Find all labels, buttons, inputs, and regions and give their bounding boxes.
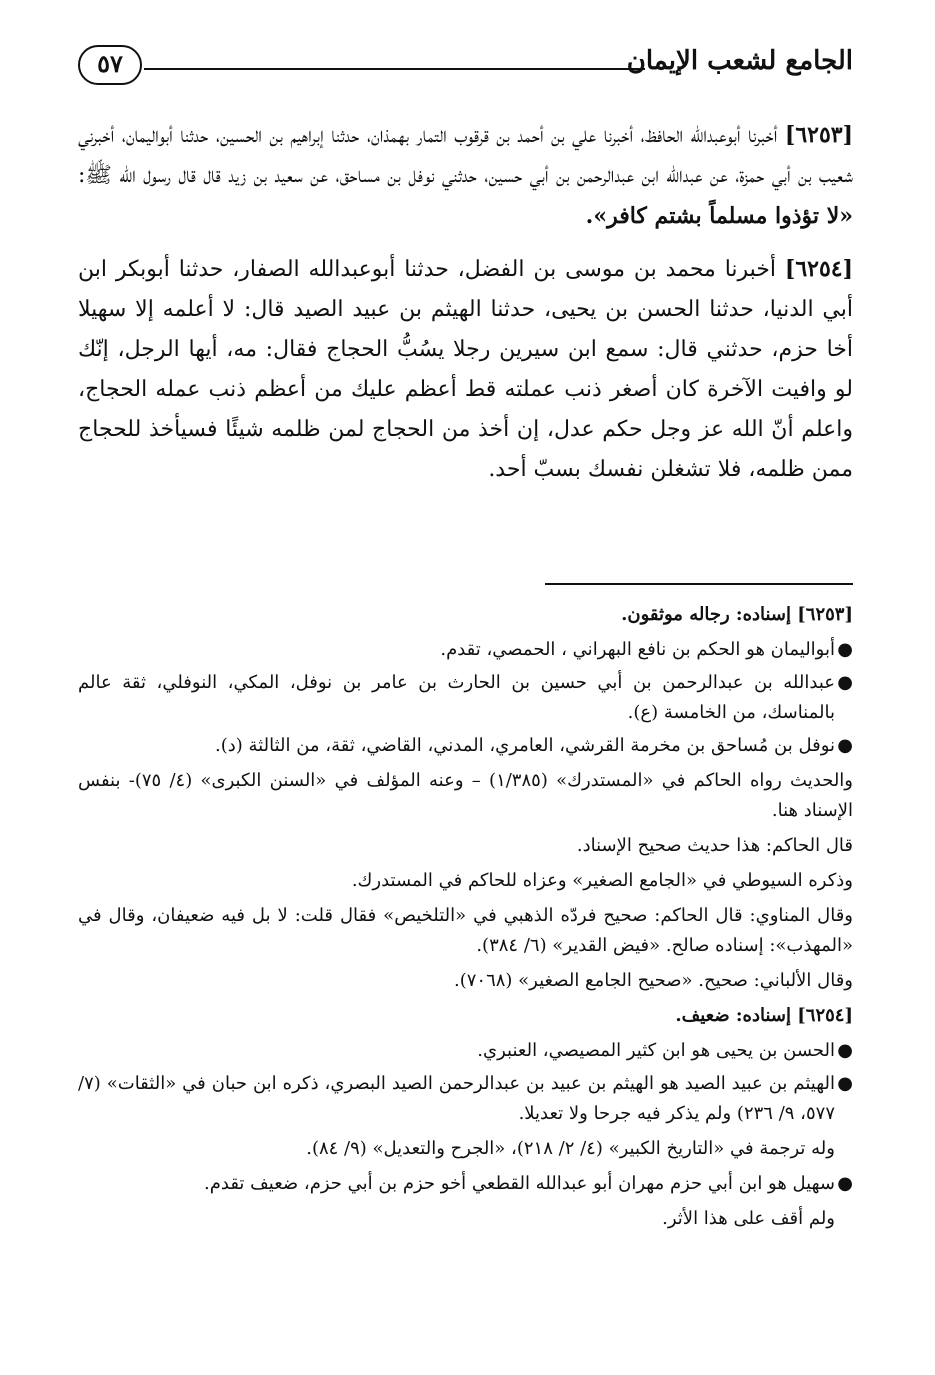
entry-number: [٦٢٥٤] xyxy=(784,256,853,282)
note-line: وقال المناوي: قال الحاكم: صحيح فردّه الذهبي في «التلخيص» فقال قلت: لا بل فيه ضعيفان، وقال في «المهذب»: إسناده صالح. «فيض القدير» (٦/ ٣٨٤). xyxy=(78,905,853,956)
running-title: الجامع لشعب الإيمان xyxy=(626,46,853,76)
list-item: ● نوفل بن مُساحق بن مخرمة القرشي، العامري، المدني، القاضي، ثقة، من الثالثة (د). xyxy=(78,731,853,761)
note-heading-6253: [٦٢٥٣] إسناده: رجاله موثقون. xyxy=(621,604,853,625)
header-rule xyxy=(144,68,645,70)
entry-text: أخبرنا أبوعبدالله الحافظ، أخبرنا علي بن أحمد بن قرقوب التمار بهمذان، حدثنا إبراهيم بن الحسين، حدثنا أبواليمان، أخبرني شعيب بن أبي حمزة، عن عبدالله ابن عبدالرحمن بن أبي حسين، حدثني نوفل بن مساحق، عن سعيد بن زيد قال قال رسول الله ﷺ: xyxy=(78,123,853,188)
bullet-icon: ● xyxy=(837,672,853,693)
note-line: وقال الألباني: صحيح. «صحيح الجامع الصغير» (٧٠٦٨). xyxy=(454,970,853,991)
note-line: وذكره السيوطي في «الجامع الصغير» وعزاه للحاكم في المستدرك. xyxy=(351,870,853,891)
note-list-6253 xyxy=(78,635,853,761)
footnote-separator xyxy=(545,583,853,585)
list-item: ● الحسن بن يحيى هو ابن كثير المصيصي، العنبري. xyxy=(78,1036,853,1066)
list-item: ● سهيل هو ابن أبي حزم مهران أبو عبدالله القطعي أخو حزم بن أبي حزم، ضعيف تقدم. xyxy=(78,1169,853,1199)
entry-text: أخبرنا محمد بن موسى بن الفضل، حدثنا أبوعبدالله الصفار، حدثنا أبوبكر ابن أبي الدنيا، حدثنا الحسن بن يحيى، حدثنا الهيثم بن عبيد الصيد قال: لا أعلمه إلا سهيلا أخا حزم، حدثني قال: سمع ابن سيرين رجلا يسُبُّ الحجاج فقال: مه، أيها الرجل، إنّك لو وافيت الآخرة كان أصغر ذنب عملته قط أعظم عليك من أعظم ذنب عمله الحجاج، واعلم أنّ الله عز وجل حكم عدل، إن أخذ من الحجاج لمن ظلمه شيئًا فسيأخذ للحجاج ممن ظلمه، فلا تشغلن نفسك بسبّ أحد. xyxy=(78,257,853,482)
page-header xyxy=(78,42,853,94)
list-item: ● الهيثم بن عبيد الصيد هو الهيثم بن عبيد بن عبدالرحمن الصيد البصري، ذكره ابن حبان في «الثقات» (٧/ ٥٧٧، ٩/ ٢٣٦) ولم يذكر فيه جرحا ولا تعديلا. xyxy=(78,1069,853,1129)
bullet-icon: ● xyxy=(837,735,853,756)
note-line: قال الحاكم: هذا حديث صحيح الإسناد. xyxy=(576,835,853,856)
footnotes xyxy=(78,600,853,1239)
note-heading-6254: [٦٢٥٤] إسناده: ضعيف. xyxy=(675,1005,853,1026)
note-line: ولم أقف على هذا الأثر. xyxy=(662,1208,835,1229)
list-item: ● أبواليمان هو الحكم بن نافع البهراني ، الحمصي، تقدم. xyxy=(78,635,853,665)
note-list-6254-cont xyxy=(78,1169,853,1199)
main-text xyxy=(78,115,853,502)
bullet-icon: ● xyxy=(837,1040,853,1061)
hadith-text: «لا تؤذوا مسلماً بشتم كافر». xyxy=(585,203,853,229)
note-list-6254 xyxy=(78,1036,853,1129)
hadith-entry-6254 xyxy=(78,249,853,490)
bullet-icon: ● xyxy=(837,1073,853,1094)
page-number: ٥٧ xyxy=(78,45,142,85)
bullet-icon: ● xyxy=(837,1173,853,1194)
bullet-icon: ● xyxy=(837,639,853,660)
hadith-entry-6253 xyxy=(78,115,853,237)
list-item: ● عبدالله بن عبدالرحمن بن أبي حسين بن الحارث بن عامر بن نوفل، المكي، النوفلي، ثقة عالم بالمناسك، من الخامسة (ع). xyxy=(78,668,853,728)
entry-number: [٦٢٥٣] xyxy=(784,122,853,148)
note-line: والحديث رواه الحاكم في «المستدرك» (١/٣٨٥) – وعنه المؤلف في «السنن الكبرى» (٤/ ٧٥)- بنفس الإسناد هنا. xyxy=(78,770,853,821)
note-line: وله ترجمة في «التاريخ الكبير» (٤/ ٢/ ٢١٨)، «الجرح والتعديل» (٩/ ٨٤). xyxy=(306,1138,835,1159)
